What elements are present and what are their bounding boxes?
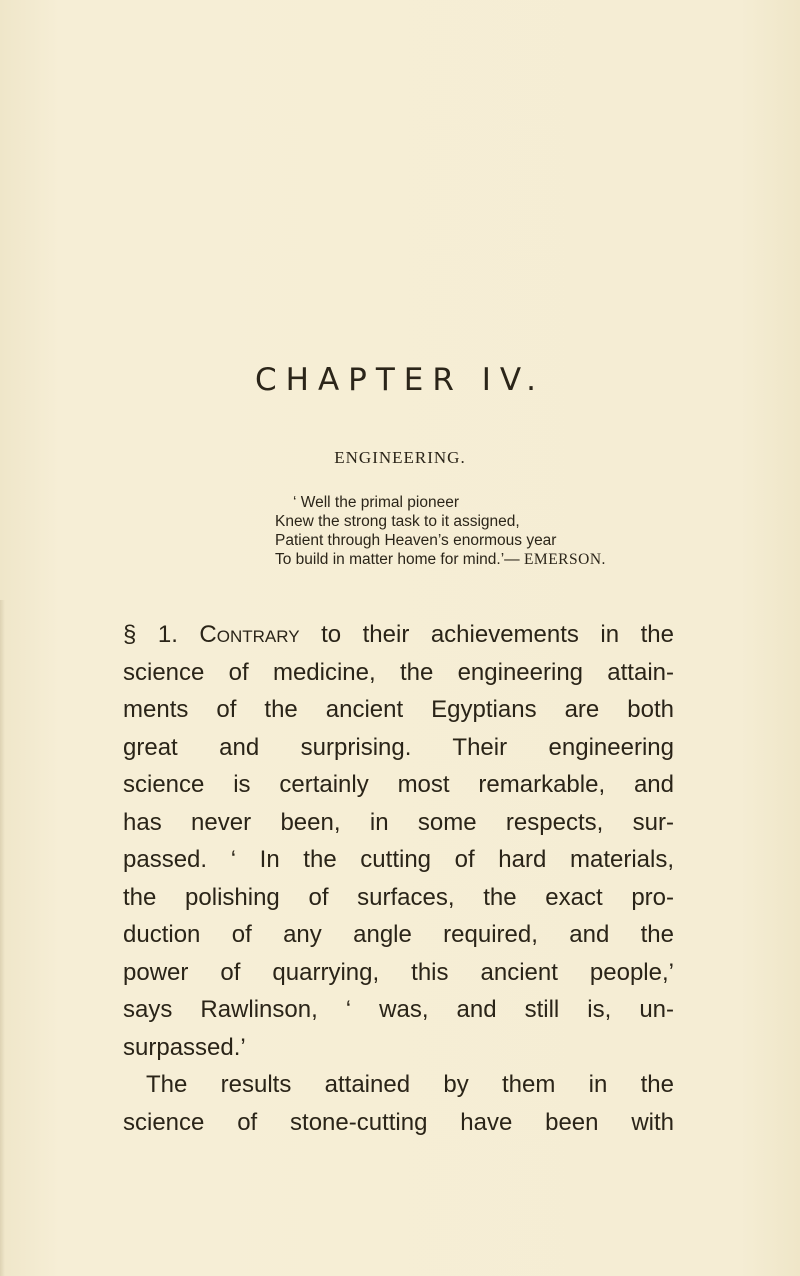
body-line: the polishing of surfaces, the exact pro- bbox=[123, 883, 674, 911]
body-line bbox=[123, 616, 674, 654]
first-word: Contrary bbox=[199, 621, 300, 648]
body-line: ments of the ancient Egyptians are both bbox=[123, 696, 674, 723]
body-line: great and surprising. Their engineering bbox=[123, 733, 674, 761]
body-line-text: to their achievements in the bbox=[299, 621, 675, 648]
body-line: science is certainly most remarkable, and bbox=[123, 771, 674, 798]
body-line: science of stone-cutting have been with bbox=[123, 1108, 674, 1136]
body-line: passed. ‘ In the cutting of hard materials, bbox=[123, 846, 674, 873]
chapter-subtitle: ENGINEERING. bbox=[334, 448, 466, 467]
body-line: surpassed.’ bbox=[123, 1033, 246, 1061]
epigraph-line: Knew the strong task to it assigned, bbox=[275, 513, 520, 530]
epigraph-line: Patient through Heaven’s enormous year bbox=[275, 532, 557, 549]
body-line: has never been, in some respects, sur- bbox=[123, 808, 674, 836]
section-mark: § 1. bbox=[123, 621, 200, 648]
body-paragraphs bbox=[123, 616, 674, 1141]
epigraph-line: ‘ Well the primal pioneer bbox=[293, 494, 459, 511]
chapter-title: CHAPTER IV. bbox=[255, 362, 545, 398]
epigraph-line-text: To build in matter home for mind.’— bbox=[275, 551, 524, 568]
epigraph-line bbox=[275, 550, 606, 569]
epigraph-attribution: EMERSON. bbox=[523, 551, 606, 568]
body-line: duction of any angle required, and the bbox=[123, 921, 674, 948]
body-line: says Rawlinson, ‘ was, and still is, un- bbox=[123, 996, 674, 1023]
body-line: The results attained by them in the bbox=[146, 1071, 674, 1098]
body-line: power of quarrying, this ancient people,’ bbox=[123, 958, 674, 986]
epigraph bbox=[275, 493, 606, 569]
body-line: science of medicine, the engineering attain- bbox=[123, 658, 674, 686]
page-edge-shadow bbox=[0, 600, 5, 1276]
